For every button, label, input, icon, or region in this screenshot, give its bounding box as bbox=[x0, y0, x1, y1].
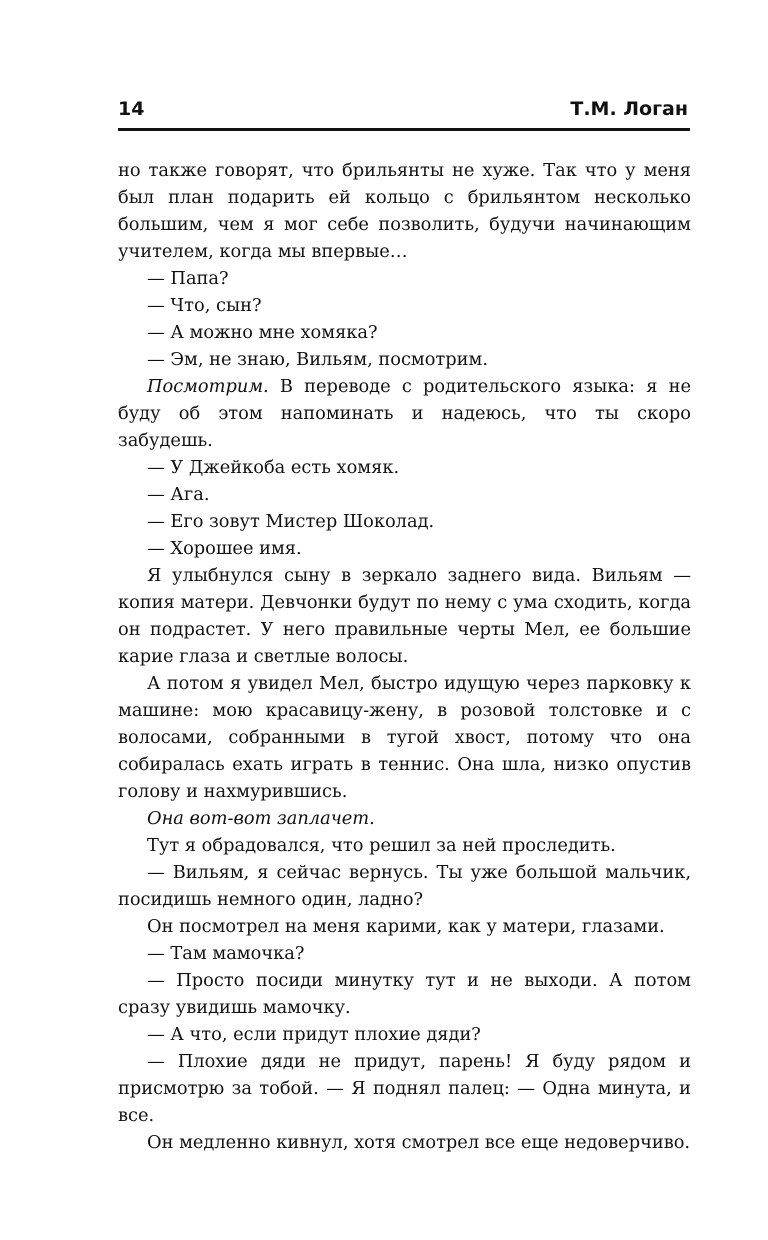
page-number: 14 bbox=[118, 98, 145, 120]
dialogue-line: — А можно мне хомяка? bbox=[147, 322, 378, 343]
paragraph: Тут я обрадовался, что решил за ней проследить. bbox=[147, 835, 616, 856]
dialogue-line: — Ага. bbox=[147, 484, 210, 505]
paragraph bbox=[118, 373, 691, 454]
page-header bbox=[118, 92, 690, 131]
dialogue-line: — А что, если придут плохие дяди? bbox=[147, 1024, 481, 1045]
dialogue-line: — Плохие дяди не придут, парень! Я буду рядом и присмотрю за тобой. — Я поднял палец: — Одна минута, и все. bbox=[118, 1051, 691, 1126]
paragraph bbox=[118, 805, 691, 832]
dialogue-line: — Там мамочка? bbox=[147, 943, 305, 964]
paragraph: Я улыбнулся сыну в зеркало заднего вида. Вильям — копия матери. Девчонки будут по нему с ума сходить, когда он подрастет. У него правильные черты Мел, ее большие карие глаза и светлые волосы. bbox=[118, 565, 691, 667]
dialogue-line: — Что, сын? bbox=[147, 295, 262, 316]
paragraph: но также говорят, что брильянты не хуже. Так что у меня был план подарить ей кольцо с брильянтом несколько большим, чем я мог себе позволить, будучи начинающим учителем, когда мы впервые… bbox=[118, 160, 691, 262]
body-text bbox=[118, 157, 691, 1156]
dialogue-line: — Эм, не знаю, Вильям, посмотрим. bbox=[147, 349, 488, 370]
paragraph: Он медленно кивнул, хотя смотрел все еще недоверчиво. bbox=[147, 1132, 691, 1153]
running-head: Т.М. Логан bbox=[570, 98, 688, 120]
dialogue-line: — Вильям, я сейчас вернусь. Ты уже большой мальчик, посидишь немного один, ладно? bbox=[118, 862, 691, 910]
paragraph: Он посмотрел на меня карими, как у матери, глазами. bbox=[147, 916, 665, 937]
dialogue-line: — Просто посиди минутку тут и не выходи. А потом сразу увидишь мамочку. bbox=[118, 970, 691, 1018]
dialogue-line: — Его зовут Мистер Шоколад. bbox=[147, 511, 435, 532]
paragraph: А потом я увидел Мел, быстро идущую через парковку к машине: мою красавицу-жену, в розовой толстовке и с волосами, собранными в тугой хвост, потому что она собиралась ехать играть в теннис. Она шла, низко опустив голову и нахмурившись. bbox=[118, 673, 691, 802]
italic-phrase: Посмотрим. bbox=[147, 376, 269, 397]
dialogue-line: — У Джейкоба есть хомяк. bbox=[147, 457, 400, 478]
dialogue-line: — Хорошее имя. bbox=[147, 538, 302, 559]
paragraph-text: В переводе с родительского языка: я не буду об этом напоминать и надеюсь, что ты скоро забудешь. bbox=[118, 376, 691, 451]
italic-phrase: Она вот-вот заплачет. bbox=[147, 808, 375, 829]
dialogue-line: — Папа? bbox=[147, 268, 229, 289]
